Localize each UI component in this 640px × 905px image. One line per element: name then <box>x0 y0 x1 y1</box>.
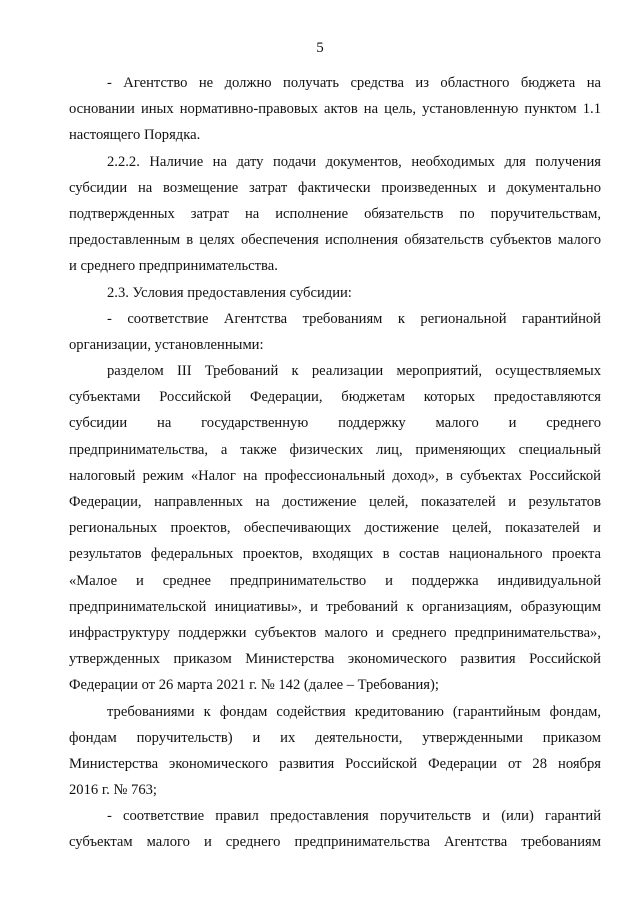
text-line: субсидии на государственную поддержку малого и среднего <box>69 415 601 432</box>
text-line: - соответствие Агентства требованиям к региональной гарантийной <box>107 310 601 327</box>
text-line: подтвержденных затрат на исполнение обязательств по поручительствам, <box>69 205 601 222</box>
text-line: 2.3. Условия предоставления субсидии: <box>107 284 352 301</box>
text-line: «Малое и среднее предпринимательство и поддержка индивидуальной <box>69 572 601 589</box>
text-line: предпринимательской инициативы», и требований к организациям, образующим <box>69 598 601 615</box>
text-line: разделом III Требований к реализации мероприятий, осуществляемых <box>107 363 601 380</box>
text-line: предпринимательства, а также физических лиц, применяющих специальный <box>69 441 601 458</box>
text-line: - Агентство не должно получать средства из областного бюджета на <box>107 75 601 91</box>
paragraph <box>69 306 601 358</box>
text-line: Федерации от 26 марта 2021 г. № 142 (далее – Требования); <box>69 677 439 694</box>
paragraph <box>69 358 601 698</box>
text-line: Министерства экономического развития Российской Федерации от 28 ноября <box>69 755 601 772</box>
text-line: 2016 г. № 763; <box>69 782 157 799</box>
paragraph <box>69 699 601 804</box>
paragraph <box>69 280 601 306</box>
paragraph <box>69 803 601 855</box>
text-line: инфраструктуру поддержки субъектов малого и среднего предпринимательства», <box>69 624 601 641</box>
text-line: 2.2.2. Наличие на дату подачи документов, необходимых для получения <box>107 153 601 170</box>
text-line: требованиями к фондам содействия кредитованию (гарантийным фондам, <box>107 703 601 720</box>
text-line: результатов федеральных проектов, входящих в состав национального проекта <box>69 546 601 563</box>
text-line: субъектам малого и среднего предпринимательства Агентства требованиям <box>69 834 601 851</box>
text-line: - соответствие правил предоставления поручительств и (или) гарантий <box>107 808 601 825</box>
text-line: организации, установленными: <box>69 336 264 353</box>
text-line: Федерации, направленных на достижение целей, показателей и результатов <box>69 494 601 510</box>
text-line: фондам поручительств) и их деятельности, утвержденными приказом <box>69 729 601 746</box>
text-line: субъектами Российской Федерации, бюджетам которых предоставляются <box>69 389 601 406</box>
paragraph <box>69 70 601 149</box>
text-line: субсидии на возмещение затрат фактически произведенных и документально <box>69 179 601 196</box>
text-line: налоговый режим «Налог на профессиональный доход», в субъектах Российской <box>69 467 601 484</box>
text-line: и среднего предпринимательства. <box>69 258 278 275</box>
paragraph <box>69 149 601 280</box>
text-line: региональных проектов, обеспечивающих достижение целей, показателей и <box>69 520 601 537</box>
page-number: 5 <box>316 40 324 56</box>
text-line: утвержденных приказом Министерства экономического развития Российской <box>69 651 601 668</box>
text-line: предоставленным в целях обеспечения исполнения обязательств субъектов малого <box>69 232 601 249</box>
text-line: настоящего Порядка. <box>69 127 201 144</box>
document-body <box>69 70 601 856</box>
text-line: основании иных нормативно-правовых актов на цель, установленную пунктом 1.1 <box>69 101 601 118</box>
